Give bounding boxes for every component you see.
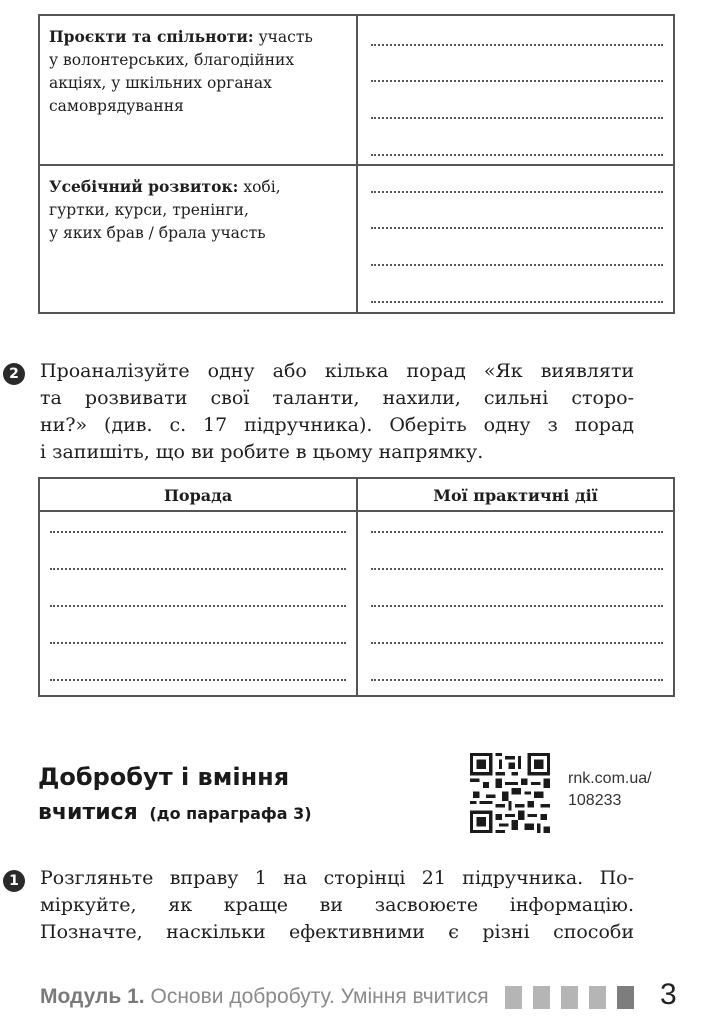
row-label-development: [49, 175, 354, 245]
site-link[interactable]: [568, 770, 652, 810]
answer-line[interactable]: [371, 679, 663, 681]
footer-title: Основи добробуту. Уміння вчитися: [150, 985, 489, 1008]
row-label-rest: хобі, гуртки, курси, тренінги, у яких брав / брала участь: [49, 178, 281, 242]
decor-square: [533, 986, 550, 1009]
column-header-advice: Порада: [163, 486, 233, 505]
task-line: Розгляньте вправу 1 на сторінці 21 підручника. По-: [40, 867, 634, 889]
answer-line[interactable]: [371, 531, 663, 533]
answer-line[interactable]: [371, 80, 663, 82]
answer-line[interactable]: [371, 227, 663, 229]
answer-line[interactable]: [371, 605, 663, 607]
answer-line[interactable]: [371, 44, 663, 46]
answer-line[interactable]: [371, 191, 663, 193]
task-line: ни?» (див. с. 17 підручника). Оберіть одну з порад: [40, 414, 634, 436]
section-title-line2-wrap: [38, 800, 312, 825]
answer-line[interactable]: [371, 642, 663, 644]
row-label-projects: [49, 25, 354, 118]
qr-code-icon[interactable]: [470, 753, 550, 833]
decor-square: [561, 986, 578, 1009]
task-2-text: [40, 358, 634, 466]
task-line: Проаналізуйте одну або кілька порад «Як виявляти: [40, 360, 634, 382]
row-label-bold: Проєкти та спільноти:: [49, 27, 254, 46]
answer-line[interactable]: [371, 117, 663, 119]
task-line: і запишіть, що ви робите в цьому напрямку.: [40, 441, 484, 463]
task-number-badge: 2: [3, 363, 25, 385]
footer-running-title: [40, 985, 489, 1009]
task-line: міркуйте, як краще ви засвоюєте інформацію.: [40, 894, 634, 916]
decor-square: [589, 986, 606, 1009]
section-title-line2: вчитися: [38, 800, 138, 825]
page-number: 3: [660, 978, 677, 1011]
section-title-line1: Добробут і вміння: [38, 763, 290, 791]
answer-line[interactable]: [50, 679, 346, 681]
task-1-text: [40, 865, 634, 946]
decor-square: [617, 986, 634, 1009]
task-line: та розвивати свої таланти, нахили, сильні сторо-: [40, 387, 634, 409]
answer-line[interactable]: [371, 264, 663, 266]
decor-square: [505, 986, 522, 1009]
task-line: Позначте, наскільки ефективними є різні способи: [40, 921, 634, 943]
advice-table: [38, 477, 675, 697]
activities-table: [38, 14, 675, 314]
site-link-line2: 108233: [568, 792, 622, 809]
answer-line[interactable]: [50, 642, 346, 644]
answer-line[interactable]: [50, 531, 346, 533]
site-link-line1: rnk.com.ua/: [568, 770, 652, 787]
task-number-badge: 1: [3, 870, 25, 892]
row-label-rest: участь у волонтерських, благодійних акціях, у шкільних органах самоврядування: [49, 28, 313, 115]
footer-module: Модуль 1.: [40, 985, 145, 1008]
answer-line[interactable]: [371, 568, 663, 570]
row-label-bold: Усебічний розвиток:: [49, 177, 239, 196]
answer-line[interactable]: [50, 605, 346, 607]
answer-line[interactable]: [371, 154, 663, 156]
table-divider: [40, 164, 673, 166]
answer-line[interactable]: [371, 301, 663, 303]
column-header-actions: Мої практичні дії: [433, 486, 598, 505]
section-subtitle: (до параграфа 3): [149, 804, 312, 823]
answer-line[interactable]: [50, 568, 346, 570]
